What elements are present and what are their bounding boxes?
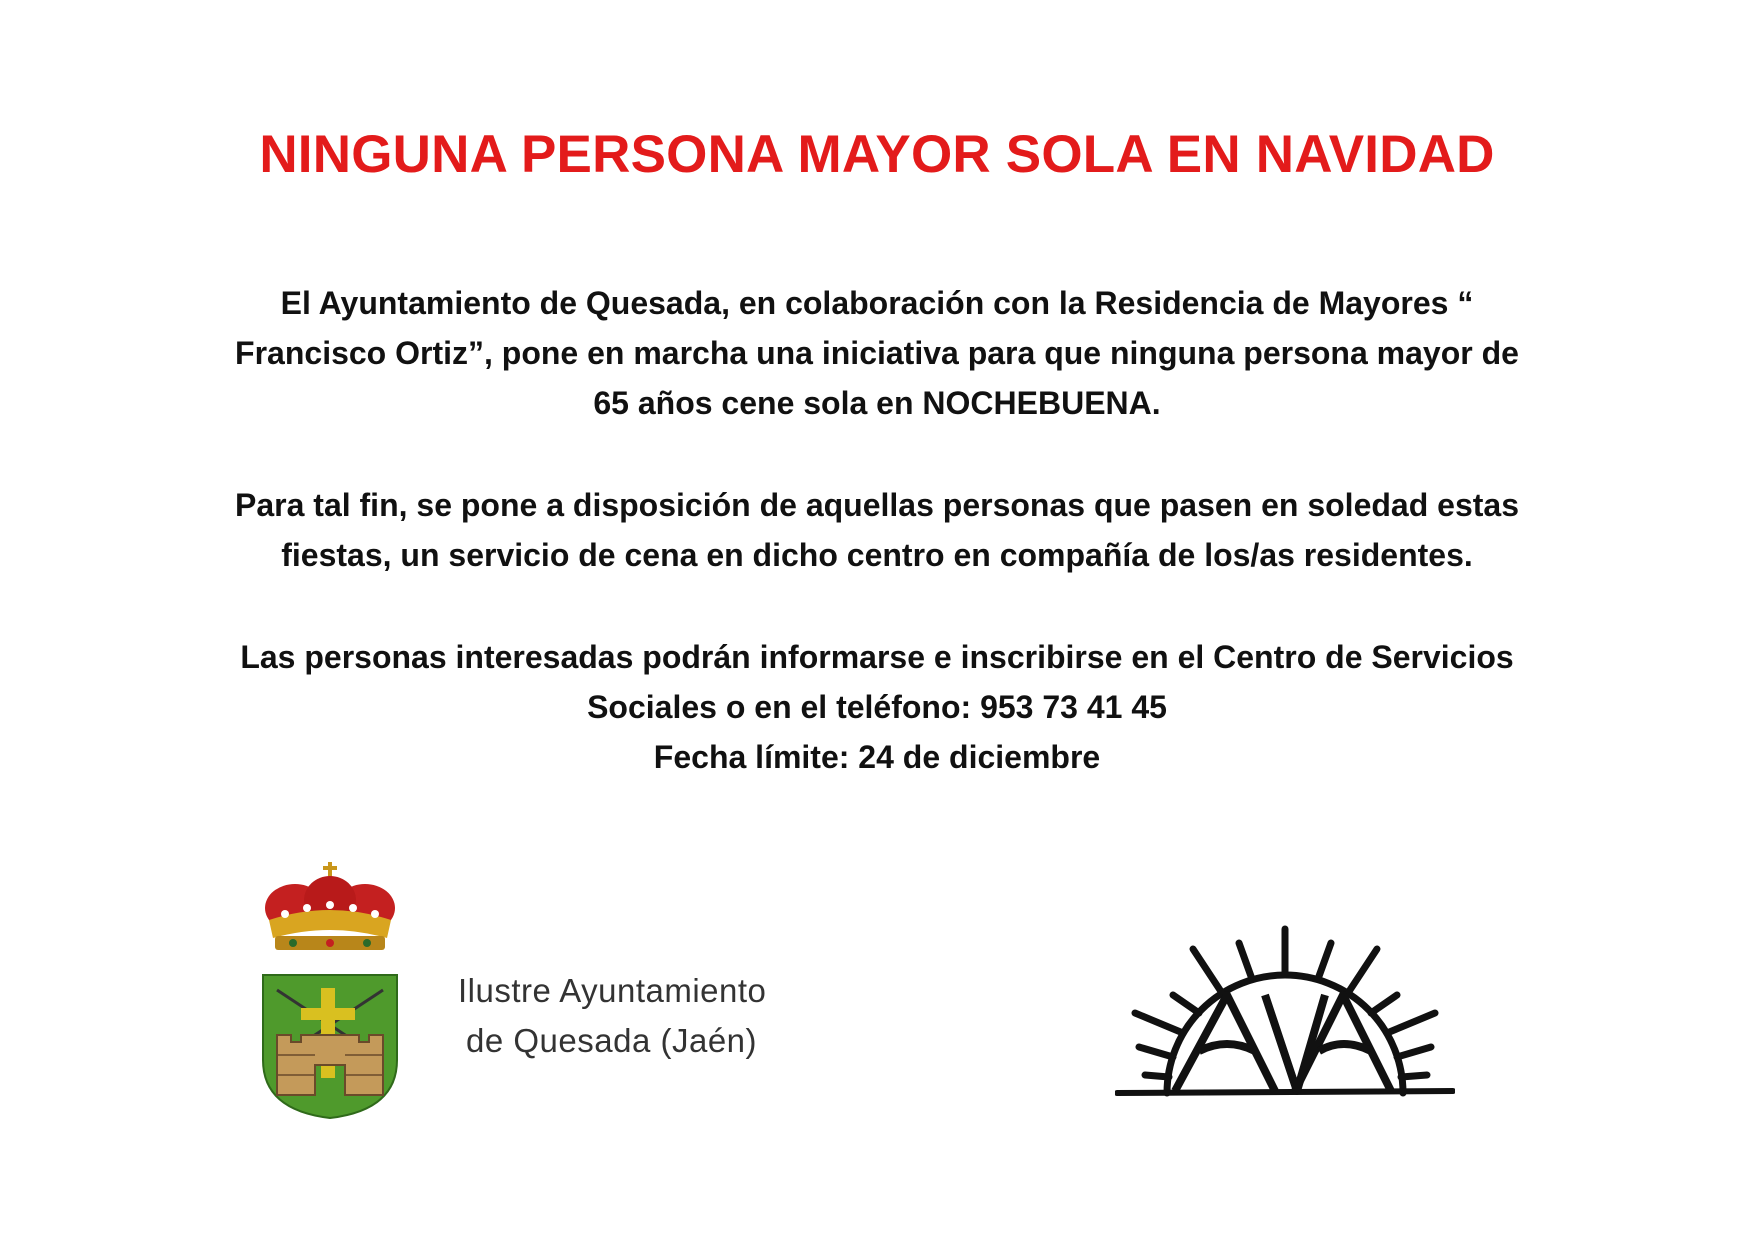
contact-line-2: Sociales o en el teléfono: 953 73 41 45 bbox=[587, 689, 1167, 725]
organization-name bbox=[458, 966, 766, 1066]
sun-rays-logo-icon bbox=[1115, 925, 1455, 1100]
crown-icon bbox=[265, 862, 395, 950]
service-line-2: fiestas, un servicio de cena en dicho centro en compañía de los/as residentes. bbox=[281, 537, 1473, 573]
deadline-line: Fecha límite: 24 de diciembre bbox=[653, 739, 1101, 775]
service-line-1: Para tal fin, se pone a disposición de aquellas personas que pasen en soledad estas bbox=[235, 487, 1519, 523]
org-line-2: de Quesada (Jaén) bbox=[466, 1022, 758, 1059]
intro-line-3: 65 años cene sola en NOCHEBUENA. bbox=[593, 385, 1161, 421]
page-title: NINGUNA PERSONA MAYOR SOLA EN NAVIDAD bbox=[259, 125, 1495, 184]
intro-line-1: El Ayuntamiento de Quesada, en colaboración con la Residencia de Mayores “ bbox=[280, 285, 1474, 321]
org-line-1: Ilustre Ayuntamiento bbox=[458, 972, 767, 1009]
intro-paragraph bbox=[150, 278, 1604, 428]
contact-line-1: Las personas interesadas podrán informarse e inscribirse en el Centro de Servicios bbox=[240, 639, 1514, 675]
service-paragraph bbox=[150, 480, 1604, 580]
contact-paragraph bbox=[150, 632, 1604, 782]
coat-of-arms-icon bbox=[255, 860, 405, 1120]
shield-icon bbox=[263, 975, 397, 1118]
intro-line-2: Francisco Ortiz”, pone en marcha una iniciativa para que ninguna persona mayor de bbox=[235, 335, 1519, 371]
